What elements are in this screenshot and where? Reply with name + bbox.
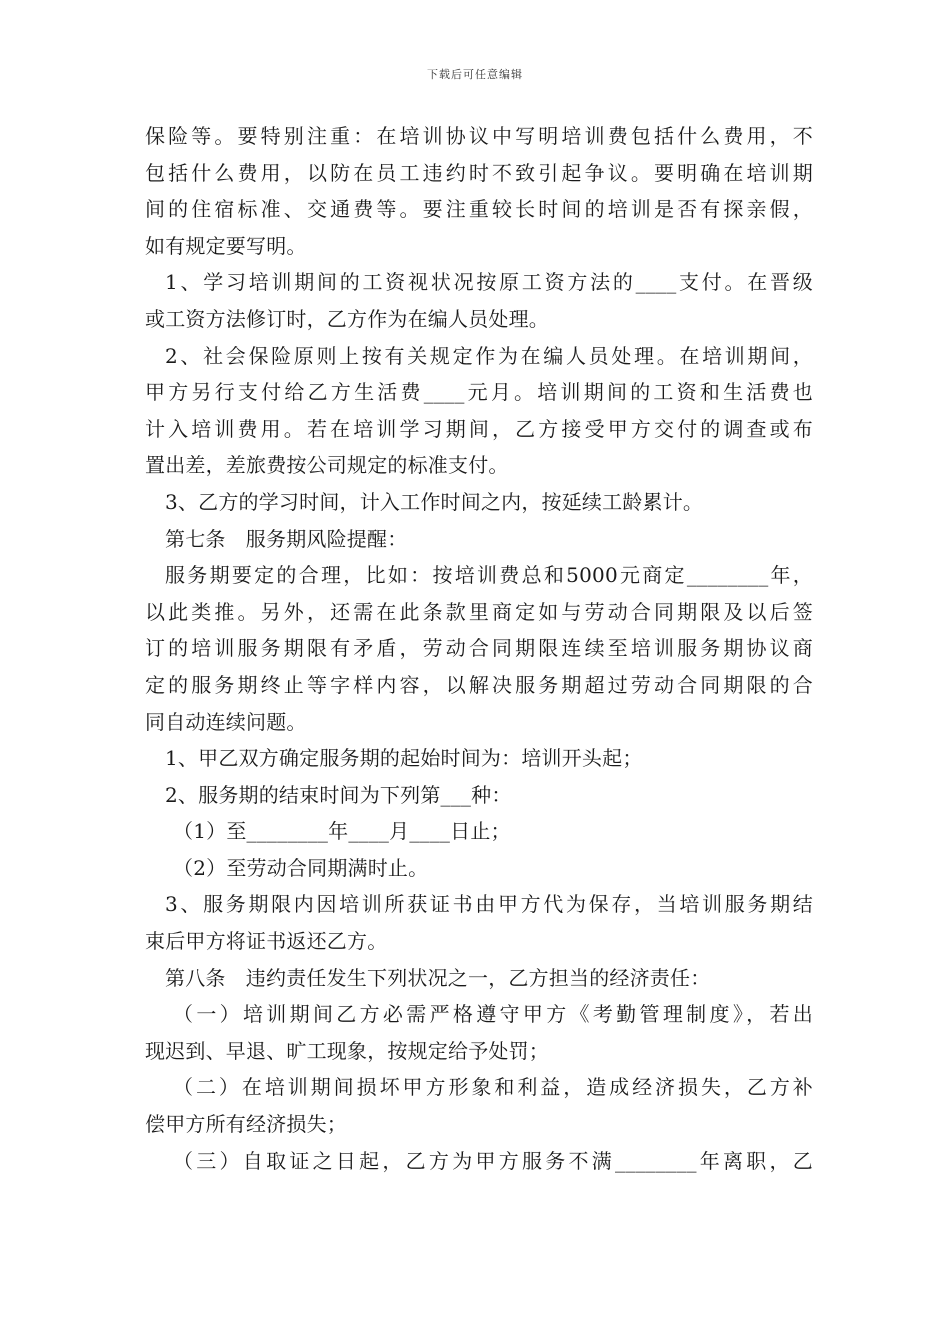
- text-line: 2、社会保险原则上按有关规定作为在编人员处理。在培训期间，: [165, 343, 813, 368]
- page-header-note: 下载后可任意编辑: [427, 68, 523, 81]
- text-line: （2）至劳动合同期满时止。: [173, 855, 429, 880]
- text-line: （二）在培训期间损坏甲方形象和利益，造成经济损失，乙方补: [173, 1075, 813, 1100]
- section-heading: 第七条 服务期风险提醒：: [165, 526, 408, 551]
- text-line: 同自动连续问题。: [145, 709, 307, 734]
- document-body: [145, 118, 813, 1179]
- text-line: 定的服务期终止等字样内容，以解决服务期超过劳动合同期限的合: [145, 672, 813, 697]
- text-line: （1）至________年____月____日止；: [173, 819, 511, 844]
- text-line: 现迟到、早退、旷工现象，按规定给予处罚；: [145, 1038, 549, 1063]
- text-line: （三）自取证之日起，乙方为甲方服务不满________年离职，乙: [173, 1148, 813, 1173]
- text-line: （一）培训期间乙方必需严格遵守甲方《考勤管理制度》，若出: [173, 1002, 813, 1027]
- text-line: 保险等。要特别注重：在培训协议中写明培训费包括什么费用，不: [145, 124, 813, 148]
- text-line: 束后甲方将证书返还乙方。: [145, 929, 388, 954]
- text-line: 服务期要定的合理，比如：按培训费总和5000元商定________年，: [165, 563, 813, 588]
- text-line: 或工资方法修订时，乙方作为在编人员处理。: [145, 306, 549, 331]
- text-line: 置出差，差旅费按公司规定的标准支付。: [145, 453, 509, 478]
- text-line: 包括什么费用，以防在员工违约时不致引起争议。要明确在培训期: [145, 160, 813, 185]
- text-line: 偿甲方所有经济损失；: [145, 1112, 347, 1137]
- text-line: 1、学习培训期间的工资视状况按原工资方法的____支付。在晋级: [165, 270, 813, 295]
- text-line: 2、服务期的结束时间为下列第___种：: [165, 782, 512, 807]
- text-line: 1、甲乙双方确定服务期的起始时间为：培训开头起；: [165, 746, 643, 771]
- text-line: 订的培训服务期限有矛盾，劳动合同期限连续至培训服务期协议商: [145, 636, 813, 661]
- text-line: 如有规定要写明。: [145, 233, 307, 258]
- text-line: 间的住宿标准、交通费等。要注重较长时间的培训是否有探亲假，: [145, 197, 813, 222]
- text-line: 3、乙方的学习时间，计入工作时间之内，按延续工龄累计。: [165, 489, 704, 514]
- text-line: 以此类推。另外，还需在此条款里商定如与劳动合同期限及以后签: [145, 599, 813, 624]
- text-line: 甲方另行支付给乙方生活费____元月。培训期间的工资和生活费也: [145, 380, 813, 405]
- text-line: 计入培训费用。若在培训学习期间，乙方接受甲方交付的调查或布: [145, 416, 813, 441]
- section-heading: 第八条 违约责任发生下列状况之一，乙方担当的经济责任：: [165, 965, 711, 990]
- text-line: 3、服务期限内因培训所获证书由甲方代为保存，当培训服务期结: [165, 892, 813, 917]
